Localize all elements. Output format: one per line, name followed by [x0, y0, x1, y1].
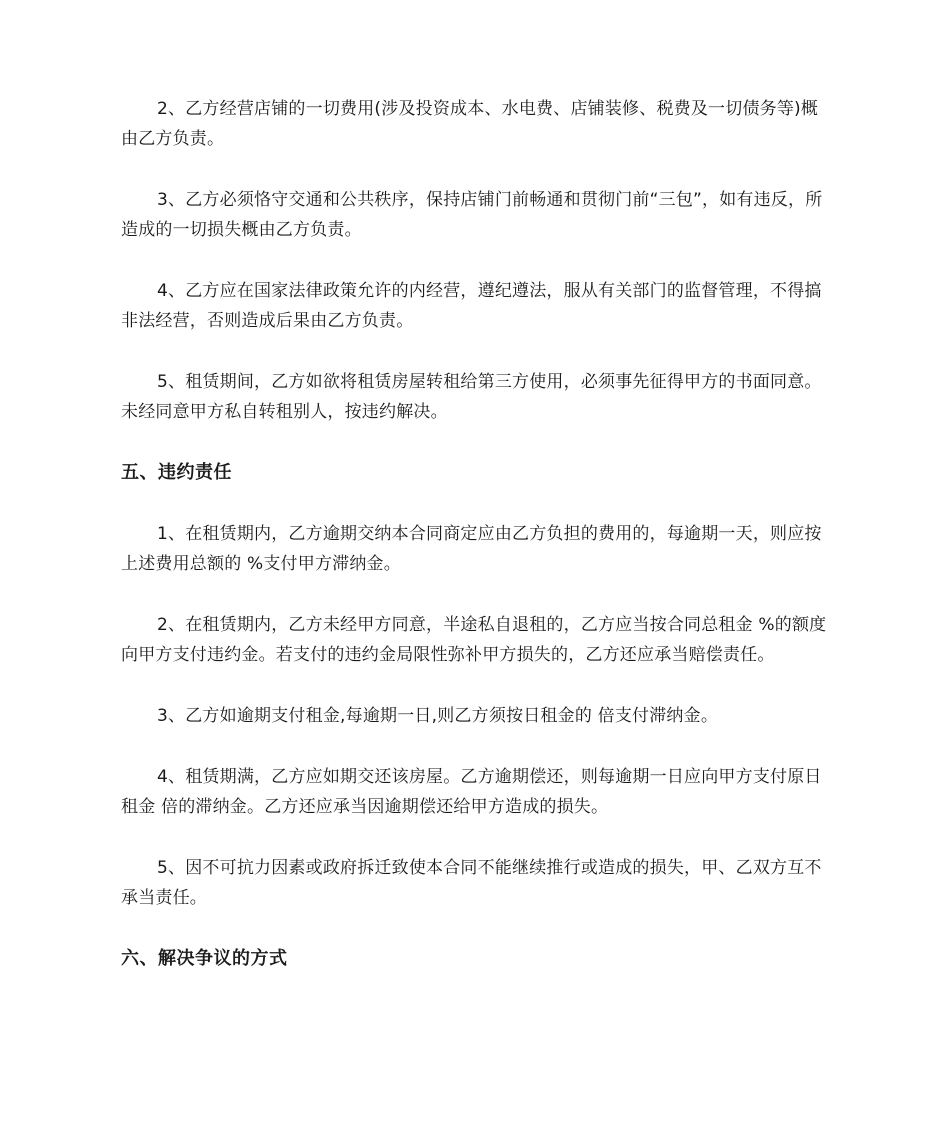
clause-4-3: 3、乙方必须恪守交通和公共秩序，保持店铺门前畅通和贯彻门前“三包”，如有违反，所造成的一切损失概由乙方负责。: [121, 190, 823, 240]
clause-5-3: 3、乙方如逾期支付租金,每逾期一日,则乙方须按日租金的 倍支付滞纳金。: [157, 706, 719, 726]
clause-5-4: 4、租赁期满，乙方应如期交还该房屋。乙方逾期偿还，则每逾期一日应向甲方支付原日租金 倍的滞纳金。乙方还应承当因逾期偿还给甲方造成的损失。: [121, 767, 822, 817]
clause-5-2: 2、在租赁期内，乙方未经甲方同意，半途私自退租的，乙方应当按合同总租金 %的额度向甲方支付违约金。若支付的违约金局限性弥补甲方损失的，乙方还应承当赔偿责任。: [121, 615, 827, 665]
clause-4-5: 5、租赁期间，乙方如欲将租赁房屋转租给第三方使用，必须事先征得甲方的书面同意。未经同意甲方私自转租别人，按违约解决。: [121, 372, 822, 422]
clause-4-2: 2、乙方经营店铺的一切费用(涉及投资成本、水电费、店铺装修、税费及一切债务等)概由乙方负责。: [121, 99, 819, 149]
clause-4-4: 4、乙方应在国家法律政策允许的内经营，遵纪遵法，服从有关部门的监督管理，不得搞非法经营，否则造成后果由乙方负责。: [121, 281, 822, 331]
clause-5-1: 1、在租赁期内，乙方逾期交纳本合同商定应由乙方负担的费用的，每逾期一天，则应按上述费用总额的 %支付甲方滞纳金。: [121, 524, 822, 574]
document-body: [121, 94, 833, 1005]
section-heading-breach-liability: 五、违约责任: [121, 462, 232, 483]
clause-5-5: 5、因不可抗力因素或政府拆迁致使本合同不能继续推行或造成的损失，甲、乙双方互不承当责任。: [121, 858, 822, 908]
section-heading-dispute-resolution: 六、解决争议的方式: [121, 948, 288, 969]
